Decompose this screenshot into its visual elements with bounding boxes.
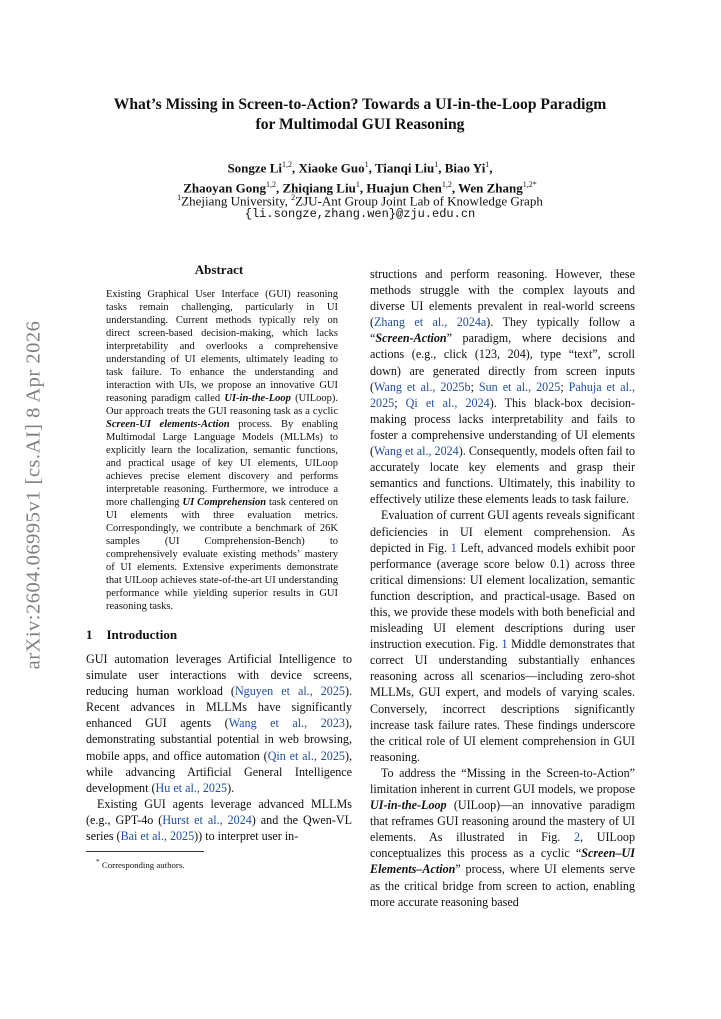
citation-link[interactable]: Nguyen et al., 2025 xyxy=(234,684,345,699)
abstract-part: (UILoop). Our approach treats the GUI reasoning task as a cyclic xyxy=(106,393,338,417)
section-number: 1 xyxy=(86,627,93,642)
citation-link[interactable]: Sun et al., 2025 xyxy=(478,379,561,394)
affiliation-2: ZJU-Ant Group Joint Lab of Knowledge Graph xyxy=(295,193,543,209)
text-run: Middle demonstrates that correct UI understanding substantially enhances reasoning across all scenarios—including zero-shot MLLMs, GUI expert, and models of varying scales. Conversely, incorrect descriptions significantly increase task failure rates. These findings underscore the critical role of UI element comprehension in GUI reasoning. xyxy=(370,637,635,764)
text-run: ; xyxy=(394,395,406,410)
author-name: Zhaoyan Gong xyxy=(183,180,266,196)
abstract-emphasis: UI Comprehension xyxy=(182,497,267,508)
section-title: Introduction xyxy=(106,627,178,642)
paper-title xyxy=(60,95,660,135)
emphasis: Screen-Action xyxy=(375,331,447,346)
author-name: Zhiqiang Liu xyxy=(282,180,356,196)
text-run: Left, advanced models exhibit poor performance (average score below 0.1) across three critical dimensions: UI element localization, semantic function description, and practical-usage. Based on this, we provide these models with both beneficial and misleading UI element descriptions during user instruction execution. Fig. xyxy=(370,540,635,652)
citation-link[interactable]: Wang et al., 2024 xyxy=(374,444,459,459)
text-run: (UILoop)—an innovative paradigm that reframes GUI reasoning around the mastery of UI elements. As illustrated in Fig. xyxy=(370,798,635,845)
title-line-2: for Multimodal GUI Reasoning xyxy=(255,116,465,133)
text-run: ) and the Qwen-VL series ( xyxy=(86,812,352,844)
author-affil: 1,2 xyxy=(281,160,292,169)
abstract-part: task centered on UI elements with three evaluation metrics. Correspondingly, we contribute a benchmark of 26K samples (UI Comprehension-Bench) to comprehensively evaluate existing methods’ mastery of UI elements. Extensive experiments demonstrate that UILoop achieves state-of-the-art UI understanding performance while yielding superior results in GUI reasoning tasks. xyxy=(106,497,338,612)
section-heading-introduction xyxy=(86,627,352,643)
text-run: ), while advancing Artificial General Intelligence development ( xyxy=(86,748,352,795)
intro-paragraph-1 xyxy=(86,651,352,796)
arxiv-sidebar xyxy=(14,300,54,690)
intro-paragraph-2 xyxy=(86,796,352,844)
author-name: Wen Zhang xyxy=(458,180,523,196)
text-run: Evaluation of current GUI agents reveals significant deficiencies in UI element comprehension. As depicted in Fig. xyxy=(370,508,635,555)
footnote-mark: * xyxy=(96,857,100,867)
affiliations: $^1$Zhejiang University, $^2$ZJU-Ant Group Joint Lab of Knowledge Graph xyxy=(177,193,543,209)
abstract-part: process. By enabling Multimodal Large Language Models (MLLMs) to explicitly learn the localization, semantic functions, and practical usage of key UI elements, UILoop achieves precise element discovery and performs interpretable reasoning. Furthermore, we introduce a more challenging xyxy=(106,419,338,508)
abstract-text xyxy=(106,288,338,613)
text-run: ; xyxy=(470,379,479,394)
figure-link[interactable]: 1 xyxy=(501,637,508,652)
author-name: Songze Li xyxy=(227,160,282,176)
right-column xyxy=(370,266,635,910)
text-run: To address the “Missing in the Screen-to-Action” limitation inherent in current GUI models, we propose xyxy=(370,765,635,796)
abstract-heading: Abstract xyxy=(194,262,244,277)
text-run: ). Consequently, models often fail to accurately locate key elements and grasp their semantics and functions. Ultimately, this inability to effectively utilize these elements leads to task failure. xyxy=(370,444,635,507)
author-name: Tianqi Liu xyxy=(374,160,435,176)
author-affil: 1,2 xyxy=(265,180,276,190)
author-affil: 1,2 xyxy=(441,180,452,190)
emphasis: Screen–UI Elements–Action xyxy=(370,846,635,877)
affiliation-1: Zhejiang University, xyxy=(181,193,288,209)
text-run: GUI automation leverages Artificial Intelligence to simulate user interactions with device screens, reducing human workload ( xyxy=(86,652,352,699)
author-affil: 1 xyxy=(485,160,490,169)
author-affil: 1 xyxy=(355,180,360,190)
figure-link[interactable]: 1 xyxy=(450,540,457,555)
author-name: Biao Yi xyxy=(444,160,486,176)
citation-link[interactable]: Pahuja et al., 2025 xyxy=(370,379,635,410)
abstract-emphasis: UI-in-the-Loop xyxy=(224,393,291,404)
text-run: structions and perform reasoning. However, these methods struggle with the complex layouts and diverse UI elements prevalent in real-world screens ( xyxy=(370,267,635,330)
title-line-1: What’s Missing in Screen-to-Action? Towards a UI-in-the-Loop Paradigm xyxy=(113,96,607,113)
text-run: ). They typically follow a “ xyxy=(370,315,635,346)
text-run: ). Recent advances in MLLMs have significantly enhanced GUI agents ( xyxy=(86,684,352,731)
left-column xyxy=(86,262,352,871)
arxiv-identifier: arXiv:2604.06995v1 [cs.AI] 8 Apr 2026 xyxy=(22,320,45,670)
footnote xyxy=(86,856,352,871)
text-run: )) to interpret user in- xyxy=(194,829,299,844)
contact-email: {li.songze,zhang.wen}@zju.edu.cn xyxy=(244,207,476,221)
footnote-text: Corresponding authors. xyxy=(101,860,185,871)
citation-link[interactable]: Hu et al., 2025 xyxy=(155,780,228,795)
intro-paragraph-3 xyxy=(370,266,635,507)
text-run: ; xyxy=(560,379,569,394)
author-affil: 1 xyxy=(364,160,369,169)
text-run: ). xyxy=(227,780,235,795)
author-line-1: Songze Li$^{1,2}$, Xiaoke Guo$^1$, Tianqi Liu$^1$, Biao Yi$^1$, xyxy=(227,160,493,176)
citation-link[interactable]: Bai et al., 2025 xyxy=(120,829,195,844)
author-affil: 1,2* xyxy=(522,180,537,190)
citation-link[interactable]: Hurst et al., 2024 xyxy=(162,812,252,827)
text-run: , UILoop conceptualizes this process as a cyclic “ xyxy=(370,830,635,861)
citation-link[interactable]: Zhang et al., 2024a xyxy=(374,315,487,330)
footnote-divider xyxy=(86,851,204,852)
emphasis: UI-in-the-Loop xyxy=(370,798,447,813)
intro-paragraph-5 xyxy=(370,765,635,910)
text-run: Existing GUI agents leverage advanced MLLMs (e.g., GPT-4o ( xyxy=(86,796,352,827)
citation-link[interactable]: Qi et al., 2024 xyxy=(405,395,490,410)
citation-link[interactable]: Wang et al., 2025b xyxy=(374,379,471,394)
author-affil: 1 xyxy=(434,160,439,169)
author-line-2: Zhaoyan Gong$^{1,2}$, Zhiqiang Liu$^1$, Huajun Chen$^{1,2}$, Wen Zhang$^{1,2*}$ xyxy=(183,180,537,196)
author-name: Xiaoke Guo xyxy=(298,160,365,176)
text-run: ” paradigm, where decisions and actions (e.g., click (123, 204), type “text”, scroll down) are generated directly from screen inputs ( xyxy=(370,331,635,394)
intro-paragraph-4 xyxy=(370,507,635,765)
text-run: ). This black-box decision-making process lacks interpretability and fails to foster a comprehensive understanding of UI elements ( xyxy=(370,395,635,459)
author-name: Huajun Chen xyxy=(366,180,442,196)
text-run: ” process, where UI elements serve as the critical bridge from screen to action, enabling more accurate reasoning based xyxy=(370,862,635,909)
citation-link[interactable]: Qin et al., 2025 xyxy=(267,748,345,763)
abstract-emphasis: Screen-UI elements-Action xyxy=(106,419,230,430)
citation-link[interactable]: Wang et al., 2023 xyxy=(228,716,345,731)
abstract-part: Existing Graphical User Interface (GUI) reasoning tasks remain challenging, particularly in UI understanding. Current methods typically rely on direct screen-based decision-making, which lacks interpretability and overlooks a comprehensive understanding of UI elements, ultimately leading to task failure. To enhance the understanding and interaction with UIs, we propose an innovative GUI reasoning paradigm called xyxy=(106,289,338,404)
text-run: ), demonstrating substantial potential in web browsing, mobile apps, and office automation ( xyxy=(86,716,352,763)
figure-link[interactable]: 2 xyxy=(573,830,581,845)
